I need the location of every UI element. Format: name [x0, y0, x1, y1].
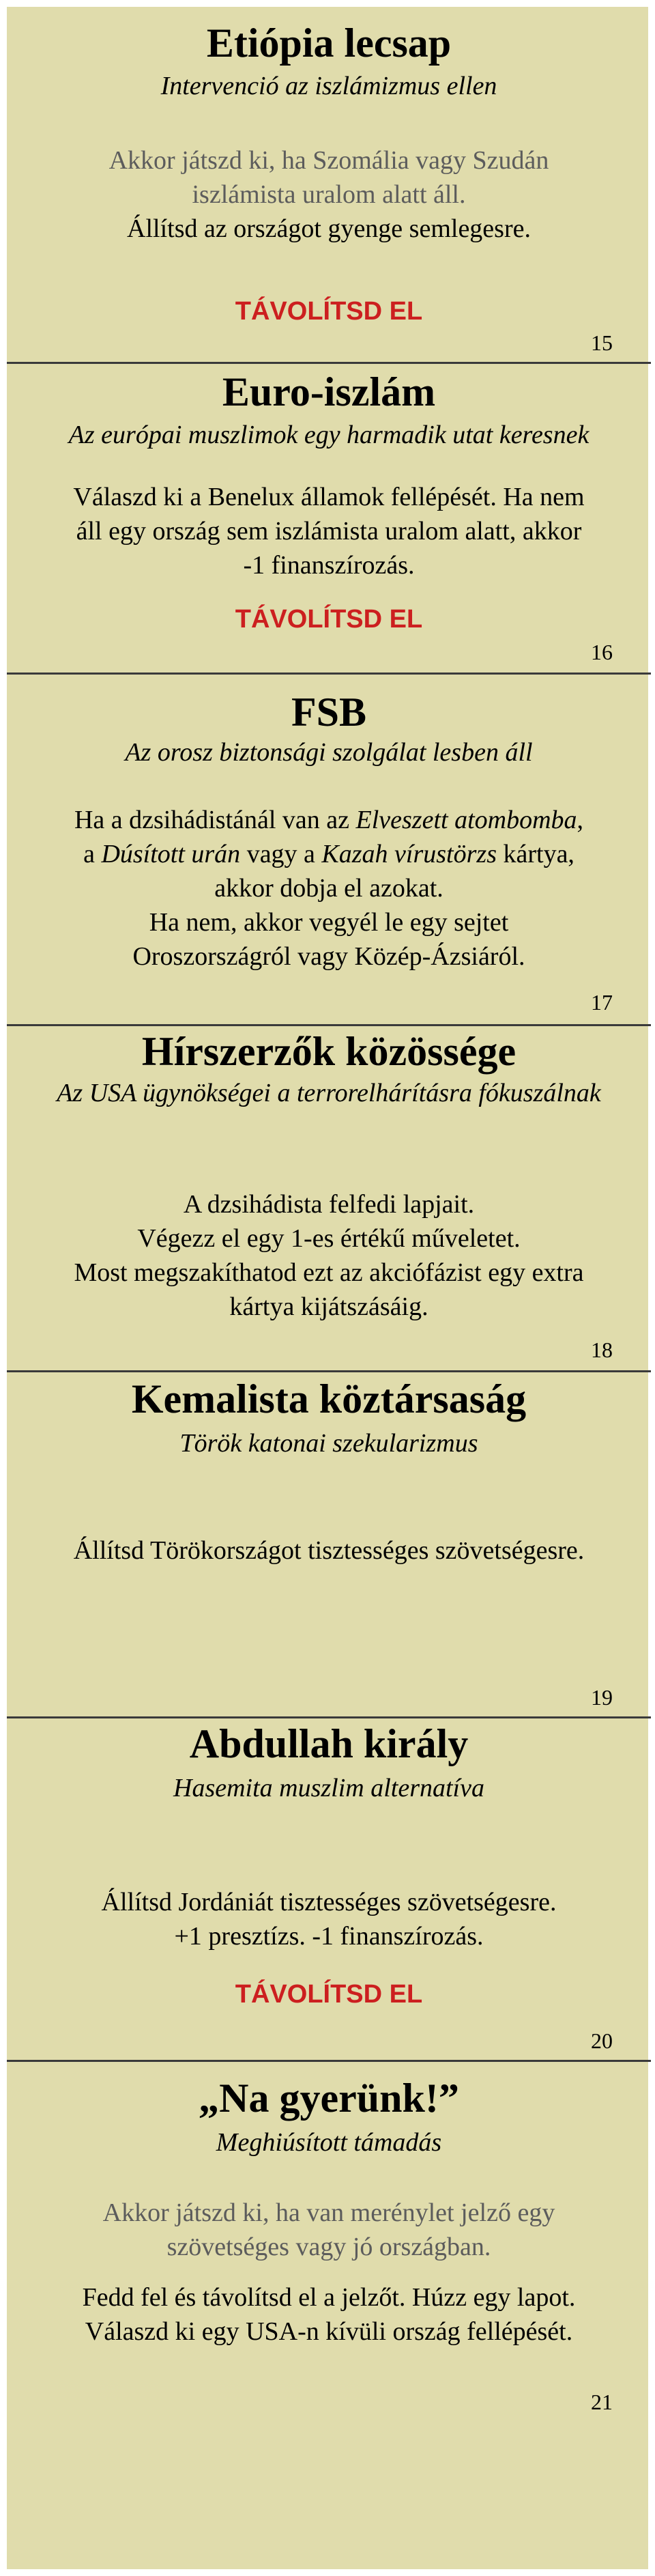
remove-label: TÁVOLÍTSD EL — [235, 1980, 423, 2009]
card-title: „Na gyerünk!” — [199, 2076, 459, 2121]
card-number: 21 — [591, 2390, 613, 2414]
card-subtitle: Török katonai szekularizmus — [179, 1429, 478, 1458]
text-line: Állítsd Törökországot tisztességes szövetségesre. — [73, 1536, 585, 1565]
card-number: 15 — [591, 330, 613, 355]
text-line: Válaszd ki a Benelux államok fellépését. Ha nem — [73, 483, 585, 511]
card-text — [7, 2280, 651, 2349]
text-line: áll egy ország sem iszlámista uralom alatt, akkor — [76, 517, 582, 546]
card-title: FSB — [291, 690, 367, 735]
text-line: -1 finanszírozás. — [243, 551, 415, 580]
card-sheet — [5, 5, 650, 2571]
text-line: Most megszakíthatod ezt az akciófázist egy extra — [74, 1258, 584, 1287]
text-line: +1 presztízs. -1 finanszírozás. — [174, 1922, 484, 1951]
event-card — [7, 7, 651, 362]
text-line: Ha nem, akkor vegyél le egy sejtet — [149, 908, 509, 937]
card-title: Hírszerzők közössége — [141, 1029, 516, 1074]
card-text — [7, 1187, 651, 1324]
card-number: 19 — [591, 1685, 613, 1710]
event-card — [7, 675, 651, 1024]
remove-label: TÁVOLÍTSD EL — [235, 605, 423, 634]
text-line: Állítsd az országot gyenge semlegesre. — [127, 214, 531, 243]
card-title: Euro-iszlám — [222, 369, 436, 414]
event-card — [7, 2062, 651, 2567]
condition-line: iszlámista uralom alatt áll. — [192, 180, 466, 209]
condition-line: szövetséges vagy jó országban. — [166, 2233, 491, 2261]
event-card — [7, 364, 651, 673]
card-subtitle: Az orosz biztonsági szolgálat lesben áll — [125, 738, 533, 767]
card-condition — [7, 2196, 651, 2264]
card-text — [7, 212, 651, 246]
card-number: 20 — [591, 2028, 613, 2053]
card-text — [7, 803, 651, 974]
card-condition — [7, 143, 651, 212]
card-number: 17 — [591, 990, 613, 1015]
condition-line: Akkor játszd ki, ha Szomália vagy Szudán — [108, 146, 549, 175]
event-card — [7, 1718, 651, 2060]
card-title: Etiópia lecsap — [206, 20, 452, 66]
card-subtitle: Hasemita muszlim alternatíva — [173, 1774, 484, 1802]
card-text — [7, 1885, 651, 1953]
text-line: Oroszországról vagy Közép-Ázsiáról. — [132, 942, 525, 971]
text-line: Állítsd Jordániát tisztességes szövetségesre. — [101, 1888, 557, 1916]
event-card — [7, 1026, 651, 1370]
event-card — [7, 1372, 651, 1716]
text-line: A dzsihádista felfedi lapjait. — [183, 1190, 475, 1219]
text-line: akkor dobja el azokat. — [214, 874, 443, 903]
text-line: a Dúsított urán vagy a Kazah vírustörzs kártya, — [83, 840, 574, 868]
remove-label: TÁVOLÍTSD EL — [235, 297, 423, 326]
card-subtitle: Az európai muszlimok egy harmadik utat keresnek — [68, 421, 590, 449]
card-title: Kemalista köztársaság — [131, 1376, 527, 1421]
card-text — [7, 1533, 651, 1568]
text-line: kártya kijátszásáig. — [229, 1292, 428, 1321]
text-line: Ha a dzsihádistánál van az Elveszett atombomba, — [74, 806, 584, 834]
card-number: 16 — [591, 640, 613, 664]
card-subtitle: Az USA ügynökségei a terrorelhárításra fókuszálnak — [57, 1079, 601, 1107]
card-title: Abdullah király — [189, 1721, 469, 1766]
text-line: Fedd fel és távolítsd el a jelzőt. Húzz egy lapot. — [82, 2283, 576, 2312]
card-subtitle: Intervenció az iszlámizmus ellen — [160, 72, 497, 100]
text-line: Végezz el egy 1-es értékű műveletet. — [137, 1224, 521, 1253]
card-subtitle: Meghiúsított támadás — [216, 2128, 442, 2157]
card-number: 18 — [591, 1337, 613, 1362]
condition-line: Akkor játszd ki, ha van merénylet jelző egy — [102, 2198, 555, 2227]
card-text — [7, 480, 651, 582]
text-line: Válaszd ki egy USA-n kívüli ország fellépését. — [85, 2317, 573, 2346]
